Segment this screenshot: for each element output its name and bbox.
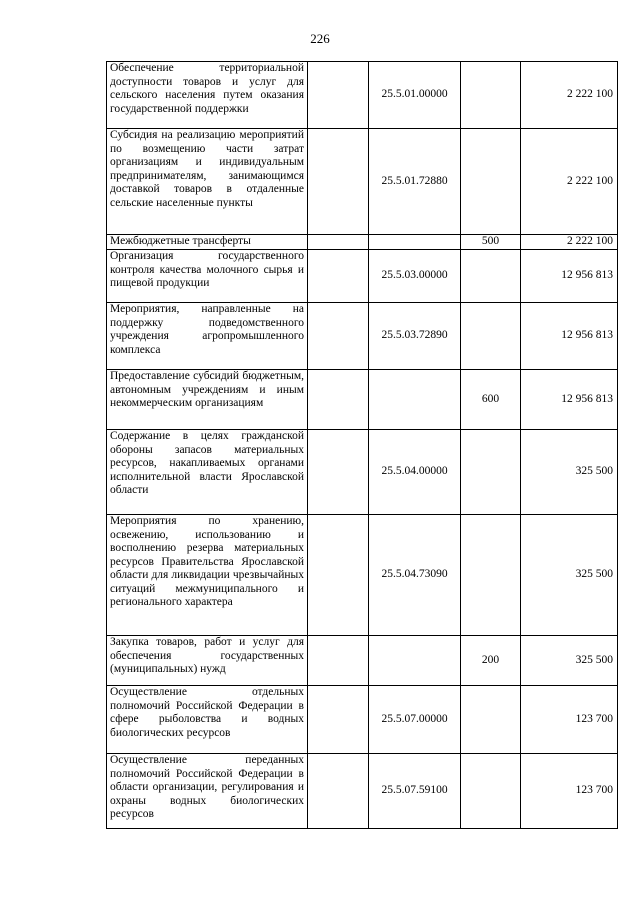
row-code: 25.5.07.59100 [369, 754, 461, 829]
row-amount: 325 500 [521, 430, 618, 515]
row-program [308, 636, 369, 686]
row-type [461, 129, 521, 235]
table-row [107, 62, 618, 129]
row-code: 25.5.04.73090 [369, 515, 461, 636]
row-code: 25.5.04.00000 [369, 430, 461, 515]
row-type: 200 [461, 636, 521, 686]
row-program [308, 754, 369, 829]
row-name: Организация государственного контроля качества молочного сырья и пищевой продукции [107, 250, 308, 303]
row-code: 25.5.07.00000 [369, 686, 461, 754]
row-code: 25.5.03.00000 [369, 250, 461, 303]
row-type [461, 250, 521, 303]
row-type [461, 62, 521, 129]
table-row [107, 430, 618, 515]
row-name: Осуществление переданных полномочий Российской Федерации в области организации, регулирования и охраны водных биологических ресурсов [107, 754, 308, 829]
row-name: Предоставление субсидий бюджетным, автономным учреждениям и иным некоммерческим организациям [107, 370, 308, 430]
table-row [107, 636, 618, 686]
row-type [461, 686, 521, 754]
row-type: 500 [461, 235, 521, 250]
row-program [308, 250, 369, 303]
row-program [308, 515, 369, 636]
row-code [369, 370, 461, 430]
row-code [369, 235, 461, 250]
table-row [107, 515, 618, 636]
row-type: 600 [461, 370, 521, 430]
row-amount: 2 222 100 [521, 129, 618, 235]
row-name: Мероприятия по хранению, освежению, использованию и восполнению резерва материальных ресурсов Правительства Ярославской области для ликвидации чрезвычайных ситуаций межмуниципального и регионального характера [107, 515, 308, 636]
row-name: Обеспечение территориальной доступности товаров и услуг для сельского населения путем оказания государственной поддержки [107, 62, 308, 129]
row-type [461, 303, 521, 370]
row-amount: 12 956 813 [521, 370, 618, 430]
row-program [308, 129, 369, 235]
row-program [308, 62, 369, 129]
row-program [308, 303, 369, 370]
row-amount: 123 700 [521, 754, 618, 829]
table-row [107, 370, 618, 430]
row-name: Осуществление отдельных полномочий Российской Федерации в сфере рыболовства и водных биологических ресурсов [107, 686, 308, 754]
budget-table [106, 61, 618, 829]
row-name: Мероприятия, направленные на поддержку подведомственного учреждения агропромышленного комплекса [107, 303, 308, 370]
row-amount: 123 700 [521, 686, 618, 754]
table-row [107, 303, 618, 370]
table-row [107, 250, 618, 303]
row-code: 25.5.01.00000 [369, 62, 461, 129]
row-program [308, 430, 369, 515]
row-program [308, 235, 369, 250]
row-amount: 2 222 100 [521, 235, 618, 250]
row-name: Субсидия на реализацию мероприятий по возмещению части затрат организациям и индивидуальным предпринимателям, занимающимся доставкой товаров в отдаленные сельские населенные пункты [107, 129, 308, 235]
row-code: 25.5.03.72890 [369, 303, 461, 370]
row-program [308, 370, 369, 430]
row-amount: 325 500 [521, 515, 618, 636]
row-amount: 2 222 100 [521, 62, 618, 129]
table-row [107, 754, 618, 829]
row-type [461, 515, 521, 636]
row-amount: 12 956 813 [521, 303, 618, 370]
row-type [461, 430, 521, 515]
row-type [461, 754, 521, 829]
row-amount: 12 956 813 [521, 250, 618, 303]
table-row [107, 235, 618, 250]
row-amount: 325 500 [521, 636, 618, 686]
row-name: Межбюджетные трансферты [107, 235, 308, 250]
row-program [308, 686, 369, 754]
row-name: Закупка товаров, работ и услуг для обеспечения государственных (муниципальных) нужд [107, 636, 308, 686]
row-name: Содержание в целях гражданской обороны запасов материальных ресурсов, накапливаемых органами исполнительной власти Ярославской области [107, 430, 308, 515]
table-row [107, 686, 618, 754]
page-number: 226 [310, 31, 330, 46]
table-row [107, 129, 618, 235]
row-code [369, 636, 461, 686]
row-code: 25.5.01.72880 [369, 129, 461, 235]
